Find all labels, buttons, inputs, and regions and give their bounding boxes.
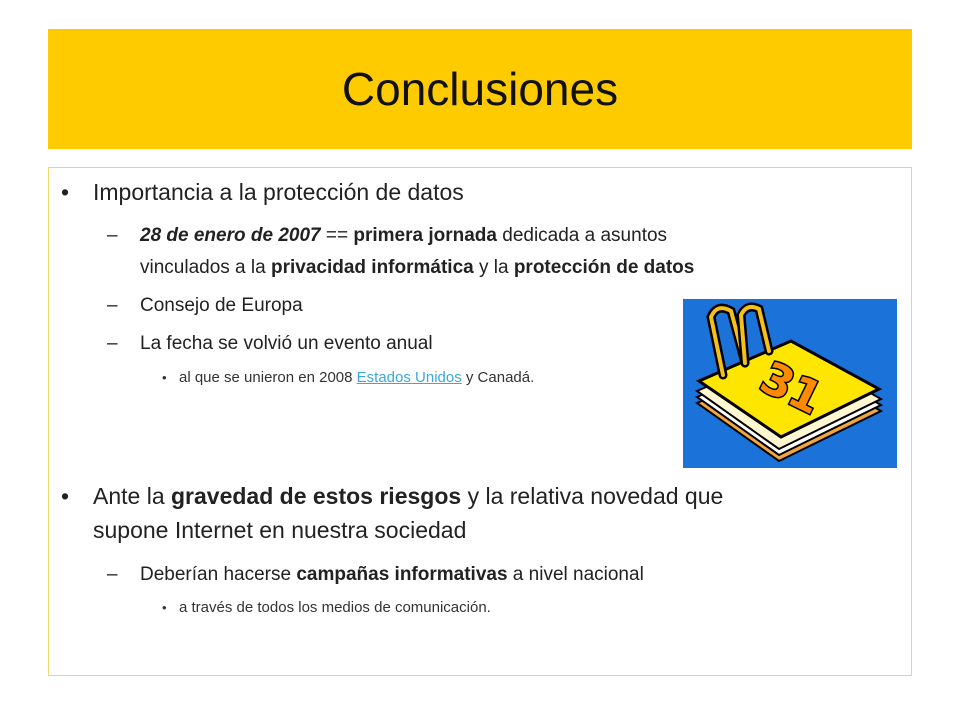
dash-marker: –: [107, 333, 118, 354]
campanas-bold: campañas informativas: [296, 564, 508, 585]
bullet-marker: •: [61, 179, 70, 205]
sub-bullet-evento: [107, 330, 433, 358]
item-estados-unidos: [162, 368, 535, 388]
dash-marker: –: [107, 225, 118, 246]
b2-post: y la relativa novedad que: [461, 483, 724, 509]
dash-marker: –: [107, 564, 118, 585]
title-bar: [48, 29, 912, 149]
calendar-image: [683, 299, 897, 468]
bullet-text: Importancia a la protección de datos: [93, 179, 464, 205]
b2-bold: gravedad de estos riesgos: [171, 483, 462, 509]
estados-unidos-link[interactable]: Estados Unidos: [356, 369, 462, 386]
campanas-post: a nivel nacional: [507, 564, 644, 585]
calendar-icon: [683, 299, 897, 468]
bullet-marker: •: [162, 370, 167, 385]
mid-text: dedicada a asuntos: [496, 225, 668, 246]
campanas-pre: Deberían hacerse: [140, 564, 297, 585]
privacidad-text: privacidad informática: [270, 257, 474, 278]
sub-bullet-fecha: [107, 222, 668, 250]
medios-text: a través de todos los medios de comunicación.: [179, 599, 491, 616]
item-medios: [162, 598, 491, 618]
jornada-text: primera jornada: [353, 225, 497, 246]
line2-pre: vinculados a la: [140, 257, 271, 278]
b2-pre: Ante la: [93, 483, 171, 509]
bullet-importancia: [61, 176, 464, 208]
sub-bullet-campanas: [107, 561, 644, 589]
consejo-text: Consejo de Europa: [140, 295, 303, 316]
eq-text: ==: [320, 225, 354, 246]
b2-line2: supone Internet en nuestra sociedad: [93, 517, 467, 543]
proteccion-text: protección de datos: [513, 257, 695, 278]
bullet-gravedad-line2: [93, 514, 466, 546]
bullet-marker: •: [61, 483, 70, 509]
dash-marker: –: [107, 295, 118, 316]
item-post: y Canadá.: [461, 369, 535, 386]
slide-title: Conclusiones: [341, 63, 619, 115]
bullet-marker: •: [162, 600, 167, 615]
evento-text: La fecha se volvió un evento anual: [140, 333, 433, 354]
bullet-gravedad: [61, 480, 724, 512]
sub-bullet-fecha-line2: [140, 254, 694, 282]
sub-bullet-consejo: [107, 292, 303, 320]
calendar-number: 31: [752, 352, 830, 425]
date-text: 28 de enero de 2007: [140, 225, 321, 246]
and-text: y la: [473, 257, 514, 278]
item-pre: al que se unieron en 2008: [179, 369, 357, 386]
